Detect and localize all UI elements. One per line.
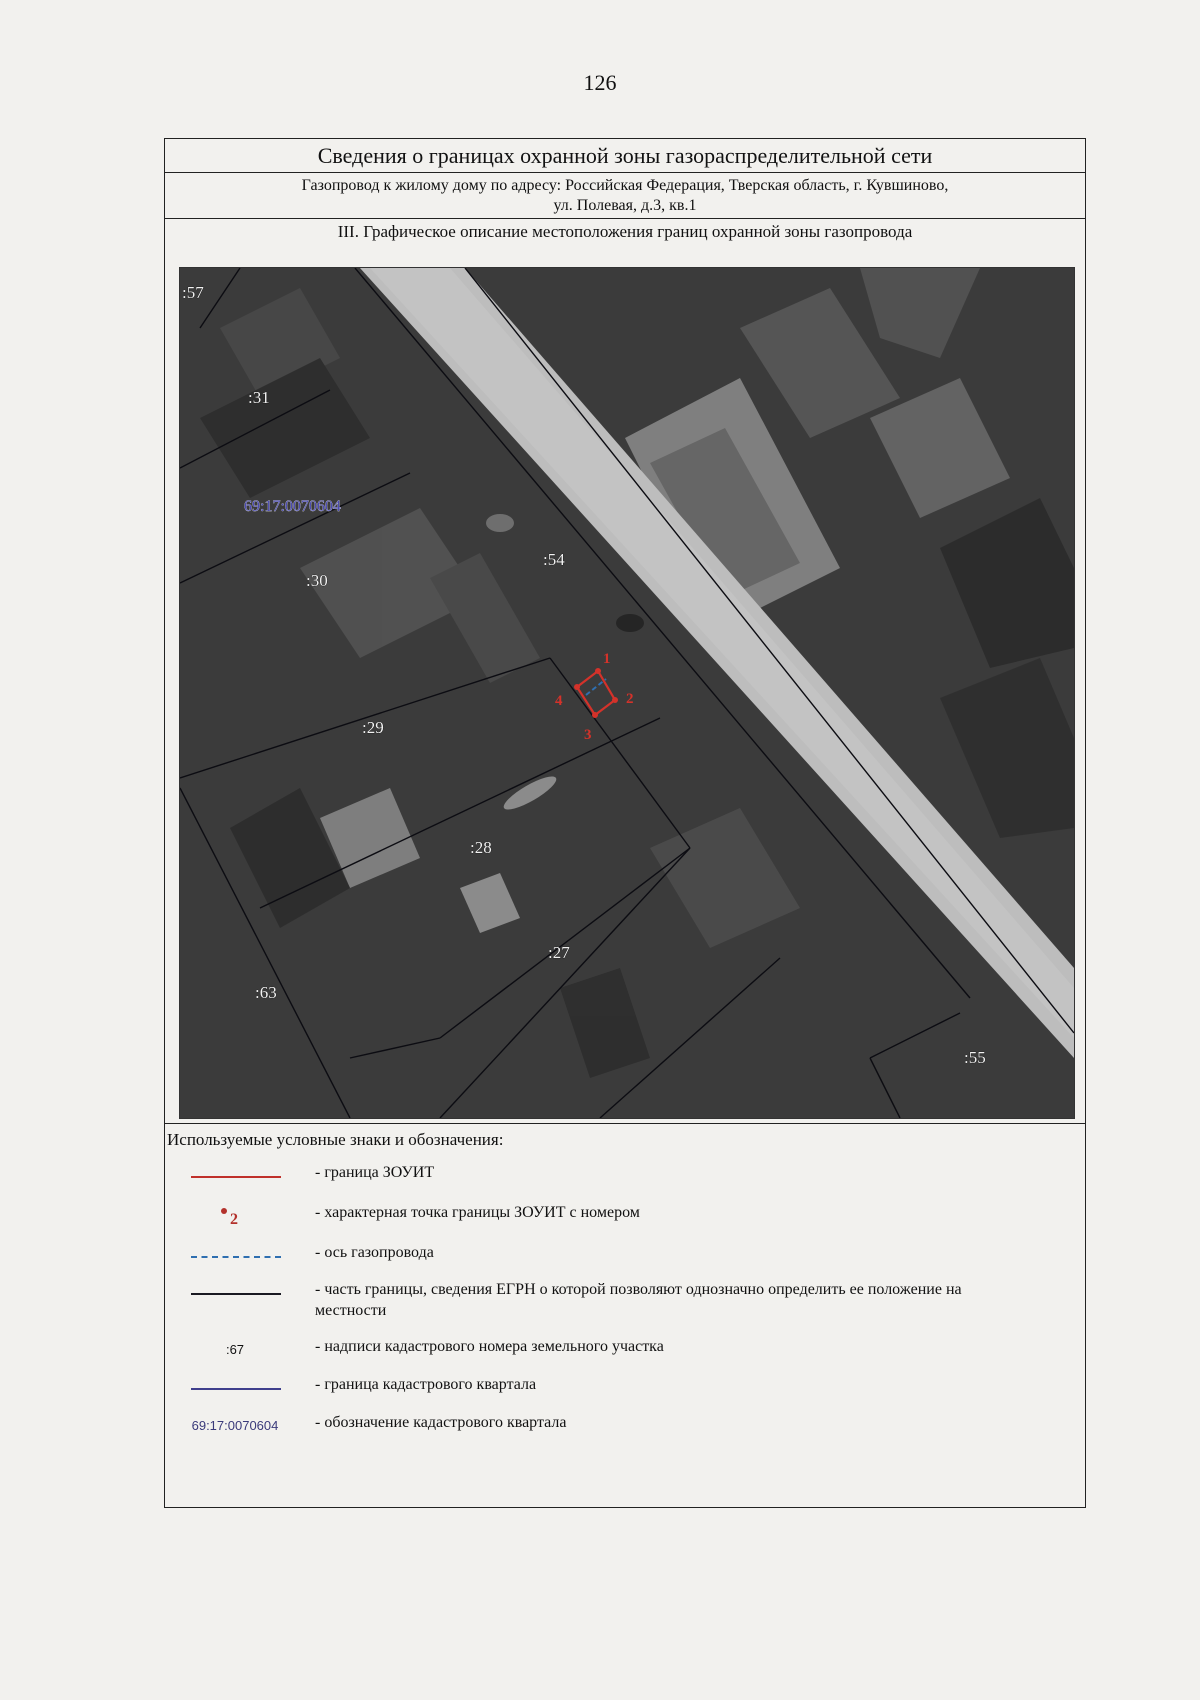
boundary-point-1 xyxy=(595,668,601,674)
legend-symbol xyxy=(165,1279,305,1309)
object-line-2: ул. Полевая, д.3, кв.1 xyxy=(553,197,697,214)
legend-symbol xyxy=(165,1336,305,1366)
legend-text: - надписи кадастрового номера земельного участка xyxy=(315,1338,664,1355)
legend-item-egrn-boundary xyxy=(165,1279,1085,1325)
legend-symbol xyxy=(165,1242,305,1272)
car-shape xyxy=(486,514,514,532)
parcel-label-28: :28 xyxy=(470,838,492,857)
legend-item-parcel-number xyxy=(165,1336,1085,1366)
boundary-point-2 xyxy=(612,697,618,703)
point-symbol-number: 2 xyxy=(230,1211,238,1228)
parcel-label-55: :55 xyxy=(964,1048,986,1067)
parcel-label-29: :29 xyxy=(362,718,384,737)
boundary-point-4 xyxy=(574,684,580,690)
point-label-3: 3 xyxy=(584,727,592,743)
legend-item-zone-boundary xyxy=(165,1162,1085,1192)
legend-symbol xyxy=(165,1374,305,1404)
quarter-label: 69:17:0070604 xyxy=(244,498,341,515)
section-heading: III. Графическое описание местоположения границ охранной зоны газопровода xyxy=(337,222,913,241)
black-line-symbol xyxy=(191,1293,281,1295)
boundary-point-3 xyxy=(592,712,598,718)
blue-dash-symbol xyxy=(191,1256,281,1258)
legend-text: - характерная точка границы ЗОУИТ с номером xyxy=(315,1204,640,1221)
point-label-4: 4 xyxy=(555,693,563,709)
document-frame xyxy=(164,138,1086,1508)
legend-item-quarter-boundary xyxy=(165,1374,1085,1404)
cadastral-map xyxy=(179,267,1075,1119)
legend-symbol xyxy=(165,1412,305,1442)
legend-item-quarter-label xyxy=(165,1412,1085,1442)
map-svg xyxy=(180,268,1074,1118)
legend-text: - ось газопровода xyxy=(315,1244,434,1261)
parcel-label-27: :27 xyxy=(548,943,570,962)
parcel-label-63: :63 xyxy=(255,983,277,1002)
legend-text: - часть границы, сведения ЕГРН о которой позволяют однозначно определить ее положение на местности xyxy=(315,1281,962,1319)
page-number: 126 xyxy=(583,70,617,95)
car-shape xyxy=(616,614,644,632)
legend-symbol xyxy=(165,1202,305,1232)
point-dot-icon xyxy=(221,1208,227,1214)
document-title: Сведения о границах охранной зоны газораспределительной сети xyxy=(165,139,1085,173)
parcel-label-30: :30 xyxy=(306,571,328,590)
parcel-label-57: :57 xyxy=(182,283,204,302)
object-description xyxy=(165,173,1085,219)
legend-text: - обозначение кадастрового квартала xyxy=(315,1414,567,1431)
point-label-2: 2 xyxy=(626,691,634,707)
object-line-1: Газопровод к жилому дому по адресу: Российская Федерация, Тверская область, г. Кувшиново, xyxy=(301,177,949,194)
legend-text: - граница ЗОУИТ xyxy=(315,1164,435,1181)
point-symbol xyxy=(221,1208,238,1229)
legend xyxy=(165,1123,1085,1508)
point-label-1: 1 xyxy=(603,651,611,667)
parcel-label-54: :54 xyxy=(543,550,565,569)
red-line-symbol xyxy=(191,1176,281,1178)
parcel-number-symbol: :67 xyxy=(225,1342,245,1357)
legend-text: - граница кадастрового квартала xyxy=(315,1376,537,1393)
navy-line-symbol xyxy=(191,1388,281,1390)
quarter-label-symbol: 69:17:0070604 xyxy=(191,1418,279,1433)
legend-symbol xyxy=(165,1162,305,1192)
legend-item-boundary-point xyxy=(165,1202,1085,1232)
legend-title: Используемые условные знаки и обозначения: xyxy=(167,1130,504,1149)
parcel-label-31: :31 xyxy=(248,388,270,407)
legend-item-gas-axis xyxy=(165,1242,1085,1272)
